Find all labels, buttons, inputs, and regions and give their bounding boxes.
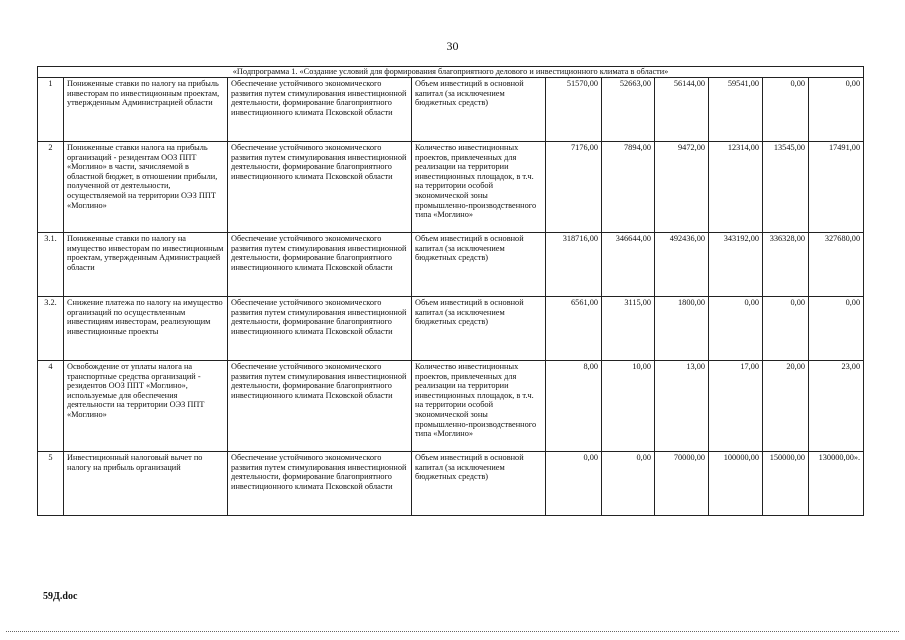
measure-goal: Обеспечение устойчивого экономического развития путем стимулирования инвестиционной деятельности, формирование благоприятного инвестиционного климата Псковской области: [228, 452, 412, 516]
indicator-name: Объем инвестиций в основной капитал (за исключением бюджетных средств): [412, 78, 546, 142]
measure-goal: Обеспечение устойчивого экономического развития путем стимулирования инвестиционной деятельности, формирование благоприятного инвестиционного климата Псковской области: [228, 297, 412, 361]
row-number: 3.2.: [38, 297, 64, 361]
page-number: 30: [446, 39, 459, 53]
indicator-value: 3115,00: [602, 297, 655, 361]
indicator-value: 0,00: [809, 297, 864, 361]
measure-name: Пониженные ставки по налогу на прибыль инвесторам по инвестиционным проектам, утвержденным Администрацией области: [64, 78, 228, 142]
row-number: 2: [38, 142, 64, 233]
measure-name: Пониженные ставки по налогу на имущество инвесторам по инвестиционным проектам, утвержденным Администрацией области: [64, 233, 228, 297]
indicator-value: 12314,00: [709, 142, 763, 233]
table-row: [38, 233, 864, 297]
indicator-value: 346644,00: [602, 233, 655, 297]
measure-name: Пониженные ставки налога на прибыль организаций - резидентам ООЗ ППТ «Моглино» в части, зачисляемой в областной бюджет, в отношении прибыли, полученной от деятельности, осуществляемой на территории ОЭЗ ППТ «Моглино»: [64, 142, 228, 233]
indicator-value: 0,00: [602, 452, 655, 516]
subtitle-row: [38, 67, 864, 78]
indicator-value: 327680,00: [809, 233, 864, 297]
row-number: 3.1.: [38, 233, 64, 297]
table-row: [38, 142, 864, 233]
row-number: 5: [38, 452, 64, 516]
indicator-value: 6561,00: [546, 297, 602, 361]
table-row: [38, 452, 864, 516]
measure-goal: Обеспечение устойчивого экономического развития путем стимулирования инвестиционной деятельности, формирование благоприятного инвестиционного климата Псковской области: [228, 361, 412, 452]
measure-name: Снижение платежа по налогу на имущество организаций по осуществленным инвестициям инвесторам, реализующим инвестиционные проекты: [64, 297, 228, 361]
indicator-value: 8,00: [546, 361, 602, 452]
table-row: [38, 361, 864, 452]
indicator-value: 51570,00: [546, 78, 602, 142]
indicator-value: 7176,00: [546, 142, 602, 233]
indicator-value: 1800,00: [655, 297, 709, 361]
measure-goal: Обеспечение устойчивого экономического развития путем стимулирования инвестиционной деятельности, формирование благоприятного инвестиционного климата Псковской области: [228, 78, 412, 142]
indicator-value: 59541,00: [709, 78, 763, 142]
measure-name: Инвестиционный налоговый вычет по налогу на прибыль организаций: [64, 452, 228, 516]
indicator-value: 0,00: [709, 297, 763, 361]
indicator-value: 17,00: [709, 361, 763, 452]
indicator-name: Объем инвестиций в основной капитал (за исключением бюджетных средств): [412, 233, 546, 297]
file-name: 59Д.doc: [43, 591, 78, 602]
indicator-value: 56144,00: [655, 78, 709, 142]
measure-name: Освобождение от уплаты налога на транспортные средства организаций - резидентов ООЗ ППТ «Моглино», используемые для обеспечения деятельности на территории ОЭЗ ППТ «Моглино»: [64, 361, 228, 452]
indicator-name: Количество инвестиционных проектов, привлеченных для реализации на территории инвестиционных площадок, в т.ч. на территории особой экономической зоны промышленно-производственного типа «Моглино»: [412, 361, 546, 452]
indicator-value: 70000,00: [655, 452, 709, 516]
indicator-value: 13,00: [655, 361, 709, 452]
measures-table: [37, 66, 864, 516]
indicator-value: 0,00: [546, 452, 602, 516]
indicator-value: 0,00: [809, 78, 864, 142]
measure-goal: Обеспечение устойчивого экономического развития путем стимулирования инвестиционной деятельности, формирование благоприятного инвестиционного климата Псковской области: [228, 142, 412, 233]
indicator-value: 130000,00».: [809, 452, 864, 516]
table-row: [38, 297, 864, 361]
indicator-name: Объем инвестиций в основной капитал (за исключением бюджетных средств): [412, 452, 546, 516]
indicator-value: 10,00: [602, 361, 655, 452]
indicator-name: Количество инвестиционных проектов, привлеченных для реализации на территории инвестиционных площадок, в т.ч. на территории особой экономической зоны промышленно-производственного типа «Моглино»: [412, 142, 546, 233]
indicator-value: 318716,00: [546, 233, 602, 297]
indicator-value: 13545,00: [763, 142, 809, 233]
indicator-value: 0,00: [763, 297, 809, 361]
table-row: [38, 78, 864, 142]
indicator-value: 336328,00: [763, 233, 809, 297]
measure-goal: Обеспечение устойчивого экономического развития путем стимулирования инвестиционной деятельности, формирование благоприятного инвестиционного климата Псковской области: [228, 233, 412, 297]
indicator-value: 20,00: [763, 361, 809, 452]
indicator-value: 52663,00: [602, 78, 655, 142]
scan-edge-line: [6, 631, 899, 632]
indicator-value: 100000,00: [709, 452, 763, 516]
indicator-value: 492436,00: [655, 233, 709, 297]
row-number: 4: [38, 361, 64, 452]
indicator-value: 150000,00: [763, 452, 809, 516]
indicator-value: 7894,00: [602, 142, 655, 233]
indicator-value: 9472,00: [655, 142, 709, 233]
indicator-value: 343192,00: [709, 233, 763, 297]
subprogram-title: «Подпрограмма 1. «Создание условий для формирования благоприятного делового и инвестиционного климата в области»: [38, 67, 864, 78]
row-number: 1: [38, 78, 64, 142]
indicator-value: 0,00: [763, 78, 809, 142]
indicator-name: Объем инвестиций в основной капитал (за исключением бюджетных средств): [412, 297, 546, 361]
indicator-value: 23,00: [809, 361, 864, 452]
indicator-value: 17491,00: [809, 142, 864, 233]
